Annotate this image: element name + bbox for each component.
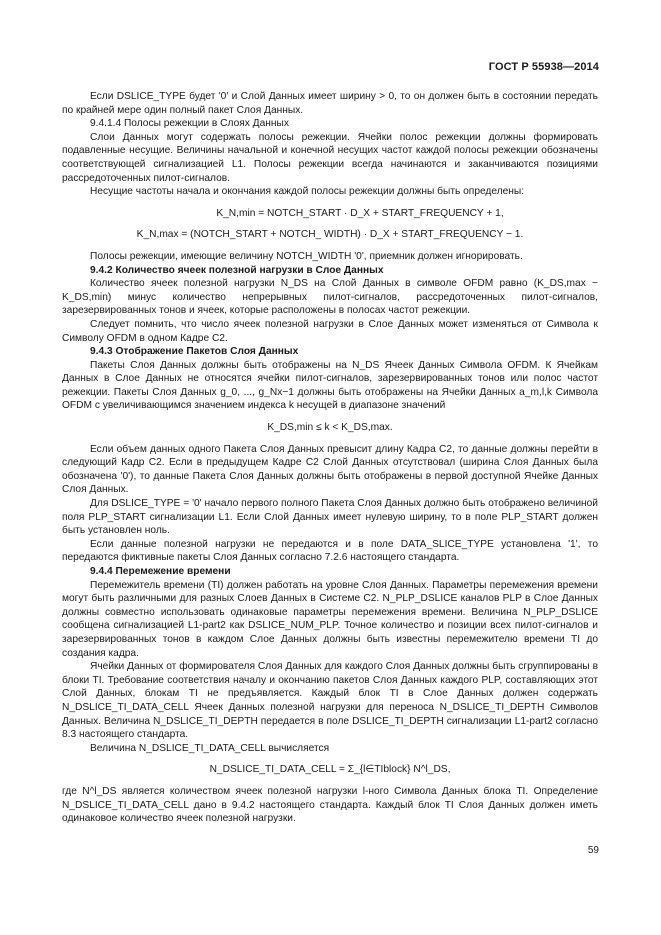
formula-text: N_DSLICE_TI_DATA_CELL = Σ_{l∈TIblock} N^l_DS, bbox=[209, 764, 451, 776]
paragraph: Если объем данных одного Пакета Слоя Данных превысит длину Кадра С2, то данные должны перейти в следующий Кадр С2. Если в предыдущем Кадре С2 Слой Данных отсутствовал (ширина Слоя Данных была обозначена '0'), то данные Пакета Слоя Данных должны быть отображены в первой доступной Ячейке Данных Слоя Данных. bbox=[62, 443, 598, 496]
formula-text: K_N,max = (NOTCH_START + NOTCH_ WIDTH) · D_X + START_FREQUENCY − 1. bbox=[136, 229, 524, 241]
paragraph: Перемежитель времени (TI) должен работать на уровне Слоя Данных. Параметры перемежения времени могут быть различными для разных Слоев Данных в Системе С2. N_PLP_DSLICE каналов PLP в Слое Данных должны совместно использовать одинаковые параметры перемежения времени. Величина N_PLP_DSLICE сообщена сигнализацией L1-part2 как DSLICE_NUM_PLP. Точное количество и позиции всех пилот-сигналов и зарезервированных тонов в каждом Слое Данных должны быть известны перемежителю времени TI до создания кадра. bbox=[62, 579, 598, 659]
formula-text: K_DS,min ≤ k < K_DS,max. bbox=[267, 422, 393, 434]
document-header: ГОСТ Р 55938—2014 bbox=[488, 61, 599, 73]
formula-kn-max bbox=[62, 228, 598, 242]
paragraph: Для DSLICE_TYPE = '0' начало первого полного Пакета Слоя Данных должно быть отображено величиной поля PLP_START сигнализации L1. Если Слой Данных имеет нулевую ширину, то в поле PLP_START должен быть установлен ноль. bbox=[62, 498, 598, 537]
paragraph: Полосы режекции, имеющие величину NOTCH_WIDTH '0', приемник должен игнорировать. bbox=[90, 250, 523, 262]
formula-sum bbox=[62, 763, 598, 777]
paragraph: Если DSLICE_TYPE будет '0' и Слой Данных имеет ширину > 0, то он должен быть в состоянии передать по крайней мере один полный пакет Слоя Данных. bbox=[62, 91, 598, 116]
page-number: 59 bbox=[587, 845, 599, 856]
formula-k-range bbox=[62, 421, 598, 435]
paragraph: Слои Данных могут содержать полосы режекции. Ячейки полос режекции должны формировать подавленные несущие. Величины начальной и конечной несущих частот каждой полосы режекции обозначены соответствующей сигнализацией L1. Полосы режекции всегда начинаются и заканчиваются позициями рассредоточенных пилот-сигналов. bbox=[62, 131, 598, 184]
paragraph: Несущие частоты начала и окончания каждой полосы режекции должны быть определены: bbox=[90, 186, 525, 198]
paragraph: Если данные полезной нагрузки не передаются и в поле DATA_SLICE_TYPE установлена '1', то передаются фиктивные пакеты Слоя Данных согласно 7.2.6 настоящего стандарта. bbox=[62, 538, 598, 564]
section-heading-9-4-3: 9.4.3 Отображение Пакетов Слоя Данных bbox=[90, 346, 299, 358]
paragraph: Ячейки Данных от формирователя Слоя Данных для каждого Слоя Данных должны быть сгруппированы в блоки TI. Требование соответствия началу и окончанию пакетов Слоя Данных каждого PLP, составляющих этот Слой Данных, блокам TI не предъявляется. Каждый блок TI в Слое Данных должен содержать N_DSLICE_TI_DATA_CELL Ячеек Данных полезной нагрузки для переноса N_DSLICE_TI_DEPTH Символов Данных. Величина N_DSLICE_TI_DEPTH передается в поле DSLICE_TI_DEPTH сигнализации L1-part2 согласно 8.3 настоящего стандарта. bbox=[62, 661, 598, 741]
section-heading-9-4-2: 9.4.2 Количество ячеек полезной нагрузки в Слое Данных bbox=[90, 264, 384, 276]
paragraph: Количество ячеек полезной нагрузки N_DS на Слой Данных в символе OFDM равно (K_DS,max − K_DS,min) минус количество непрерывных пилот-сигналов, рассредоточенных пилот-сигналов, зарезервированных тонов и ячеек, которые расположены в полосах частот режекции. bbox=[62, 278, 598, 317]
formula-kn-min bbox=[62, 207, 598, 221]
paragraph: Величина N_DSLICE_TI_DATA_CELL вычисляется bbox=[90, 742, 330, 754]
section-heading-9-4-4: 9.4.4 Перемежение времени bbox=[90, 566, 231, 577]
document-body bbox=[62, 90, 598, 826]
section-heading-9-4-1-4: 9.4.1.4 Полосы режекции в Слоях Данных bbox=[90, 118, 289, 130]
paragraph: Следует помнить, что число ячеек полезной нагрузки в Слое Данных может изменяться от Символа к Символу OFDM в одном Кадре С2. bbox=[62, 318, 598, 344]
formula-text: K_N,min = NOTCH_START · D_X + START_FREQUENCY + 1, bbox=[216, 207, 504, 219]
paragraph: где N^l_DS является количеством ячеек полезной нагрузки l-ного Символа Данных блока TI. Определение N_DSLICE_TI_DATA_CELL дано в 9.4.2 настоящего стандарта. Каждый блок TI Слоя Данных должен иметь одинаковое количество ячеек полезной нагрузки. bbox=[62, 785, 598, 825]
paragraph: Пакеты Слоя Данных должны быть отображены на N_DS Ячеек Данных Символа OFDM. К Ячейкам Данных в Слое Данных не относятся ячейки пилот-сигналов, зарезервированных тонов или полос частот режекции. Пакеты Слоя Данных g_0, ..., g_Nx−1 должны быть отображены на Ячейки Данных a_m,l,k Символа OFDM с увеличивающимся значением индекса k несущей в диапазоне значений bbox=[62, 359, 598, 412]
